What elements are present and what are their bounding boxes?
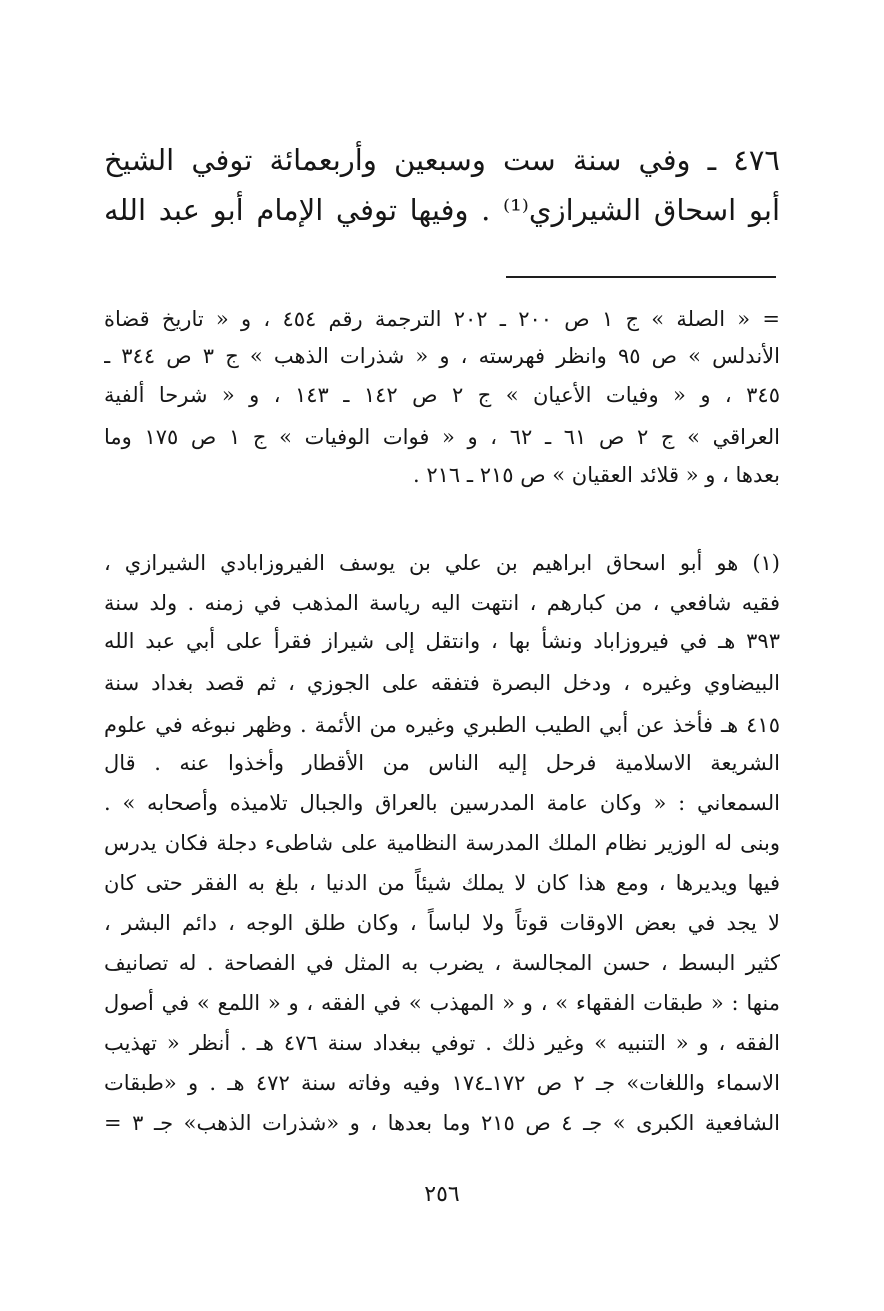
footnote-line: العراقي » ج ٢ ص ٦١ ـ ٦٢ ، و « فوات الوفيات » ج ١ ص ١٧٥ وما xyxy=(104,425,780,449)
footnote-separator xyxy=(506,276,776,278)
footnote-line: (١) هو أبو اسحاق ابراهيم بن علي بن يوسف الفيروزابادي الشيرازي ، xyxy=(104,551,780,575)
footnote-line: الفقه ، و « التنبيه » وغير ذلك . توفي ببغداد سنة ٤٧٦ هـ . أنظر « تهذيب xyxy=(104,1031,780,1055)
footnote-line: الشافعية الكبرى » جـ ٤ ص ٢١٥ وما بعدها ، و «شذرات الذهب» جـ ٣ = xyxy=(104,1111,780,1135)
footnote-line: وبنى له الوزير نظام الملك المدرسة النظامية على شاطىء دجلة فكان يدرس xyxy=(104,831,780,855)
footnote-line: منها : « طبقات الفقهاء » ، و « المهذب » في الفقه ، و « اللمع » في أصول xyxy=(104,991,780,1015)
footnote-line: ٣٤٥ ، و « وفيات الأعيان » ج ٢ ص ١٤٢ ـ ١٤٣ ، و « شرحا ألفية xyxy=(104,383,780,407)
main-text-line: ٤٧٦ ـ وفي سنة ست وسبعين وأربعمائة توفي الشيخ xyxy=(104,143,780,177)
footnote-line: الشريعة الاسلامية فرحل إليه الناس من الأقطار وأخذوا عنه . قال xyxy=(104,751,780,775)
footnote-line: لا يجد في بعض الاوقات قوتاً ولا لباساً ، وكان طلق الوجه ، دائم البشر ، xyxy=(104,911,780,935)
footnote-line: = « الصلة » ج ١ ص ٢٠٠ ـ ٢٠٢ الترجمة رقم ٤٥٤ ، و « تاريخ قضاة xyxy=(104,307,780,331)
page-number: ٢٥٦ xyxy=(424,1182,460,1207)
footnote-line: ٣٩٣ هـ في فيروزاباد ونشأ بها ، وانتقل إلى شيراز فقرأ على أبي عبد الله xyxy=(104,629,780,653)
footnote-line: السمعاني : « وكان عامة المدرسين بالعراق والجبال تلاميذه وأصحابه » . xyxy=(104,791,780,815)
footnote-line: البيضاوي وغيره ، ودخل البصرة فتفقه على الجوزي ، ثم قصد بغداد سنة xyxy=(104,671,780,695)
footnote-line: بعدها ، و « قلائد العقيان » ص ٢١٥ ـ ٢١٦ . xyxy=(412,463,780,487)
main-text-line: أبو اسحاق الشيرازي⁽¹⁾ . وفيها توفي الإمام أبو عبد الله xyxy=(104,193,780,227)
footnote-line: فقيه شافعي ، من كبارهم ، انتهت اليه رياسة المذهب في زمنه . ولد سنة xyxy=(104,591,780,615)
footnote-line: فيها ويديرها ، ومع هذا كان لا يملك شيئاً من الدنيا ، بلغ به الفقر حتى كان xyxy=(104,871,780,895)
footnote-line: الأندلس » ص ٩٥ وانظر فهرسته ، و « شذرات الذهب » ج ٣ ص ٣٤٤ ـ xyxy=(104,344,780,368)
footnote-line: ٤١٥ هـ فأخذ عن أبي الطيب الطبري وغيره من الأئمة . وظهر نبوغه في علوم xyxy=(104,713,780,737)
footnote-line: الاسماء واللغات» جـ ٢ ص ١٧٢ـ١٧٤ وفيه وفاته سنة ٤٧٢ هـ . و «طبقات xyxy=(104,1071,780,1095)
footnote-line: كثير البسط ، حسن المجالسة ، يضرب به المثل في الفصاحة . له تصانيف xyxy=(104,951,780,975)
